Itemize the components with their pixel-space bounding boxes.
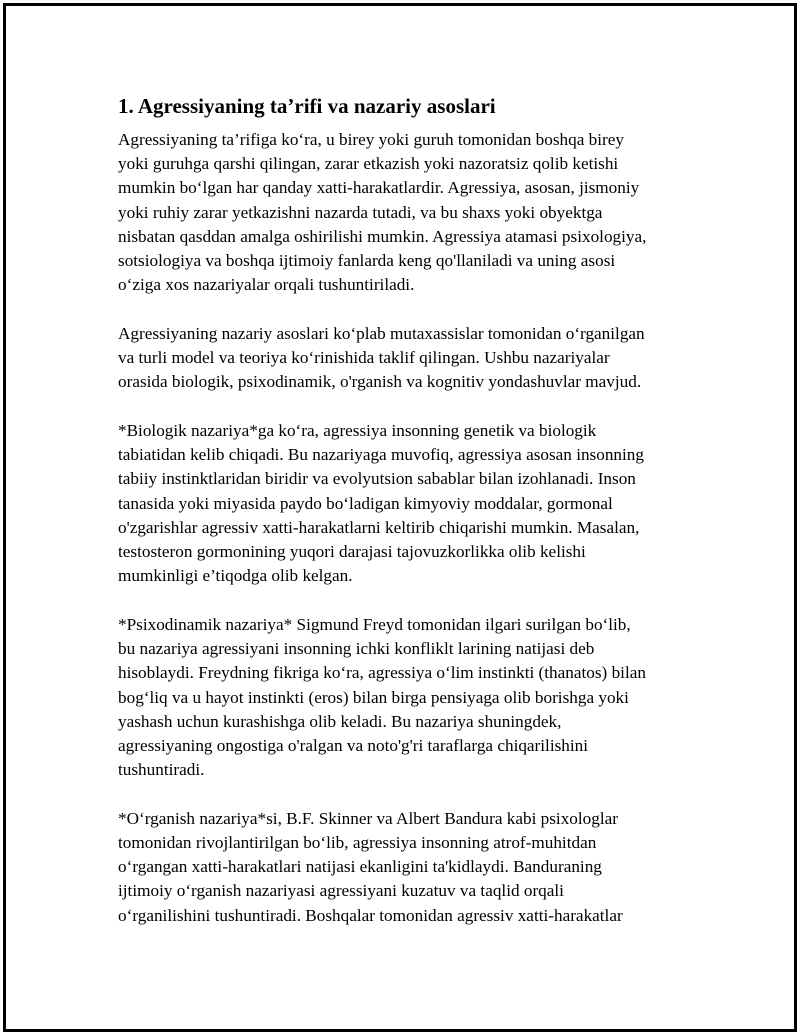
paragraph-theoretical-bases: Agressiyaning nazariy asoslari koʻplab mutaxassislar tomonidan oʻrganilgan va turli model va teoriya koʻrinishida taklif qilingan. Ushbu nazariyalar orasida biologik, psixodinamik, o'rganish va kognitiv yondashuvlar mavjud. — [118, 323, 645, 392]
paragraph-definition: Agressiyaning ta’rifiga koʻra, u birey yoki guruh tomonidan boshqa birey yoki guruhga qarshi qilingan, zarar etkazish yoki nazoratsiz qolib ketishi mumkin boʻlgan har qanday xatti-harakatlardir. Agressiya, asosan, jismoniy yoki ruhiy zarar yetkazishni nazarda tutadi, va bu shaxs yoki obyektga nisbatan qasddan amalga oshirilishi mumkin. Agressiya atamasi psixologiya, sotsiologiya va boshqa ijtimoiy fanlarda keng qo'llaniladi va uning asosi oʻziga xos nazariyalar orqali tushuntiriladi. — [118, 130, 647, 295]
document-body — [118, 92, 692, 952]
section-heading: 1. Agressiyaning ta’rifi va nazariy asoslari — [118, 94, 496, 118]
paragraph-biological-theory: *Biologik nazariya*ga koʻra, agressiya insonning genetik va biologik tabiatidan kelib chiqadi. Bu nazariyaga muvofiq, agressiya asosan insonning tabiiy instinktlaridan biridir va evolyutsion sabablar bilan izohlanadi. Inson tanasida yoki miyasida paydo boʻladigan kimyoviy moddalar, gormonal o'zgarishlar agressiv xatti-harakatlarni keltirib chiqarishi mumkin. Masalan, testosteron gormonining yuqori darajasi tajovuzkorlikka olib kelishi mumkinligi e’tiqodga olib kelgan. — [118, 421, 644, 586]
paragraph-psychodynamic-theory: *Psixodinamik nazariya* Sigmund Freyd tomonidan ilgari surilgan boʻlib, bu nazariya agressiyani insonning ichki konfliklt larining natijasi deb hisoblaydi. Freydning fikriga koʻra, agressiya oʻlim instinkti (thanatos) bilan bogʻliq va u hayot instinkti (eros) bilan birga pensiyaga olib borishga yoki yashash uchun kurashishga olib keladi. Bu nazariya shuningdek, agressiyaning ongostiga o'ralgan va noto'g'ri taraflarga chiqarilishini tushuntiradi. — [118, 614, 646, 780]
paragraph-learning-theory: *Oʻrganish nazariya*si, B.F. Skinner va Albert Bandura kabi psixologlar tomonidan rivojlantirilgan boʻlib, agressiya insonning atrof-muhitdan oʻrgangan xatti-harakatlari natijasi ekanligini ta'kidlaydi. Banduraning ijtimoiy oʻrganish nazariyasi agressiyani kuzatuv va taqlid orqali oʻrganilishini tushuntiradi. Boshqalar tomonidan agressiv xatti-harakatlar — [118, 808, 623, 925]
